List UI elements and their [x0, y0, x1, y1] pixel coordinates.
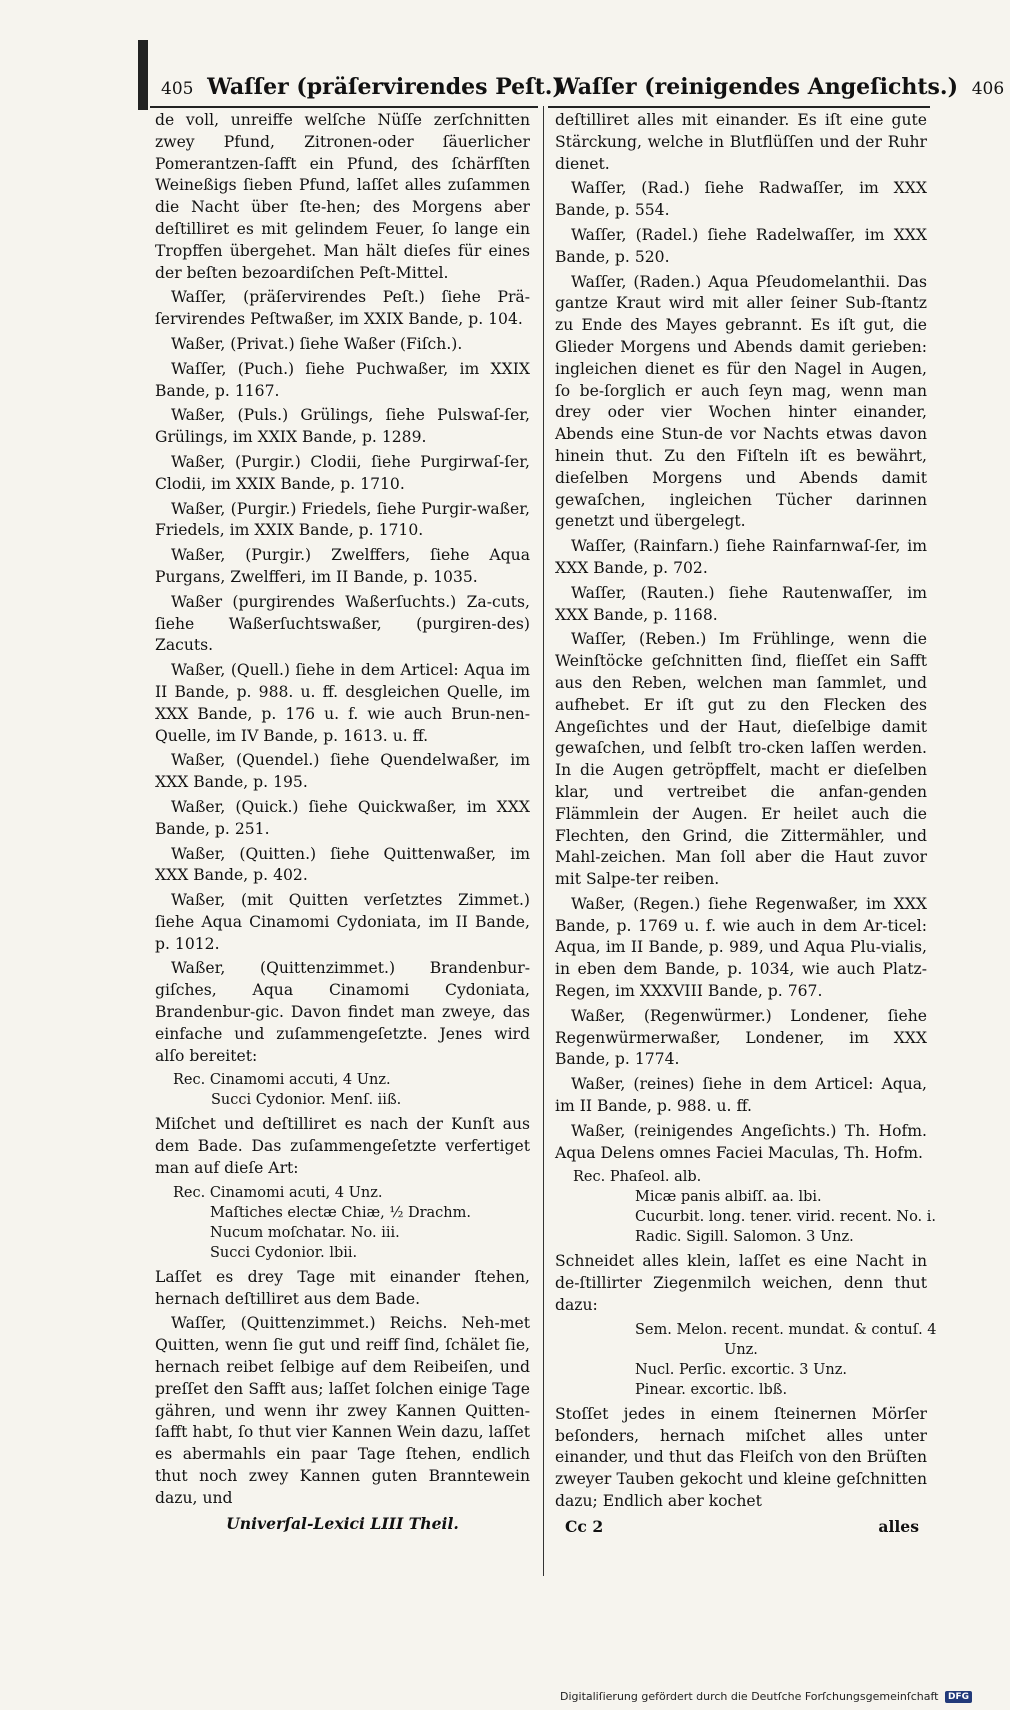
left-column-entries [155, 1114, 530, 1179]
recipe-line: Rec. Phaſeol. alb. [573, 1169, 702, 1186]
entry-paragraph: Waßer, (Privat.) ſiehe Waßer (Fiſch.). [171, 334, 463, 353]
right-column-entries [555, 1404, 927, 1513]
right-footer [555, 1516, 927, 1538]
right-running-header [555, 74, 1010, 100]
entry-paragraph: Stoſſet jedes in einem ſteinernen Mörſer beſonders, hernach miſchet alles unter einander, und thut das Fleiſch von den Brüſten zweyer Tauben gekocht und kleine geſchnitten dazu; Endlich aber kochet [555, 1404, 927, 1511]
entry-paragraph: Waßer, (Quitten.) ſiehe Quittenwaßer, im XXX Bande, p. 402. [155, 844, 530, 885]
entry-paragraph: Waßer, (reines) ſiehe in dem Articel: Aqua, im II Bande, p. 988. u. ff. [555, 1075, 927, 1116]
digitization-text: Digitaliſierung gefördert durch die Deutſche Forſchungsgemeinſchaft [560, 1690, 939, 1703]
recipe-line: Succi Cydonior. lbii. [210, 1244, 358, 1261]
entry-paragraph: Waßer, (Regen.) ſiehe Regenwaßer, im XXX Bande, p. 1769 u. f. wie auch in dem Ar-ticel: Aqua, im II Bande, p. 989, und Aqua Plu-vialis, in eben dem Bande, p. 1034, wie auch Platz-Regen, im XXXVIII Bande, p. 767. [555, 894, 927, 1001]
right-header-rule [548, 106, 930, 108]
entry-paragraph: Waßer, (Purgir.) Friedels, ſiehe Purgir-waßer, Friedels, im XXIX Bande, p. 1710. [155, 499, 530, 540]
right-column-entries [555, 1251, 927, 1316]
left-column-entries [155, 110, 530, 1067]
entry-paragraph: Waſſer, (Puch.) ſiehe Puchwaßer, im XXIX Bande, p. 1167. [155, 359, 530, 400]
recipe-line: Pinear. excortic. lbß. [635, 1381, 788, 1398]
entry-paragraph: Waſſer, (präſervirendes Peſt.) ſiehe Prä-ſervirendes Peſtwaßer, im XXIX Bande, p. 104. [155, 288, 530, 329]
left-footer: Univerſal-Lexici LIII Theil. [226, 1513, 459, 1533]
entry-paragraph: Waßer, (reinigendes Angeſichts.) Th. Hofm. Aqua Delens omnes Faciei Maculas, Th. Hofm. [555, 1121, 927, 1162]
entry-paragraph: Waßer, (Quittenzimmet.) Brandenbur-giſches, Aqua Cinamomi Cydoniata, Brandenbur-gic. Davon findet man zweye, das einfache und zuſammengeſetzte. Jenes wird alſo bereitet: [155, 959, 530, 1065]
left-page-number: 405 [161, 79, 194, 99]
entry-paragraph: Waßer, (Regenwürmer.) Londener, ſiehe Regenwürmerwaßer, Londener, im XXX Bande, p. 1774. [555, 1006, 927, 1069]
recipe-line: Rec. Cinamomi accuti, 4 Unz. [173, 1072, 391, 1089]
recipe-line: Nucl. Perſic. excortic. 3 Unz. [635, 1361, 847, 1378]
recipe-line: Maſtiches electæ Chiæ, ½ Drachm. [210, 1204, 471, 1221]
recipe-block [555, 1167, 937, 1247]
entry-paragraph: Miſchet und deſtilliret es nach der Kunſt aus dem Bade. Das zuſammengeſetzte verfertiget man auf dieſe Art: [155, 1115, 530, 1178]
entry-paragraph: Waßer (purgirendes Waßerſuchts.) Za-cuts, ſiehe Waßerſuchtswaßer, (purgiren-des) Zacuts. [155, 592, 530, 655]
recipe-line: Micæ panis albiſſ. aa. lbi. [635, 1189, 822, 1206]
entry-paragraph: Waßer, (Quendel.) ſiehe Quendelwaßer, im XXX Bande, p. 195. [155, 751, 530, 792]
recipe-block [155, 1070, 530, 1110]
entry-paragraph: Schneidet alles klein, laſſet es eine Nacht in de-ſtillirter Ziegenmilch weichen, denn thut dazu: [555, 1252, 927, 1315]
recipe-line: Radic. Sigill. Salomon. 3 Unz. [635, 1229, 854, 1246]
column-separator [543, 106, 544, 1576]
recipe-block [555, 1320, 937, 1400]
signature-mark: Cc 2 [565, 1516, 604, 1536]
entry-paragraph: Waßer, (Purgir.) Clodii, ſiehe Purgirwaſ-ſer, Clodii, im XXIX Bande, p. 1710. [155, 452, 530, 493]
right-column-entries [555, 110, 927, 1164]
entry-paragraph: Waßer, (Quick.) ſiehe Quickwaßer, im XXX Bande, p. 251. [155, 797, 530, 838]
entry-paragraph: Waſſer, (Quittenzimmet.) Reichs. Neh-met Quitten, wenn ſie gut und reiff ſind, ſchälet ſie, hernach reibet ſelbige auf dem Reibeiſen, und preſſet den Safft aus; laſſet ſolchen einige Tage gähren, und wenn ihr zwey Kannen Quitten-ſafft habt, ſo thut vier Kannen Wein dazu, laſſet es abermahls ein paar Tage ſtehen, endlich thut noch zwey Kannen guten Branntewein dazu, und [155, 1314, 530, 1507]
entry-paragraph: Waſſer, (Rauten.) ſiehe Rautenwaſſer, im XXX Bande, p. 1168. [555, 583, 927, 624]
entry-paragraph: Waſſer, (Raden.) Aqua Pſeudomelanthii. Das gantze Kraut wird mit aller ſeiner Sub-ſtantz zu Ende des Mayes gebrannt. Es iſt gut, die Glieder Morgens und Abends damit gerieben: ingleichen dienet es für den Nagel in Augen, ſo be-ſorglich er auch ſeyn mag, wenn man drey oder vier Wochen hinter einander, Abends eine Stun-de vor Nachts etwas davon hinein thut. Zu den Fiſteln iſt es bewährt, dieſelben Morgens und Abends damit gewaſchen, ingleichen Tücher darinnen genetzt und übergelegt. [555, 272, 927, 531]
entry-paragraph: Waßer, (mit Quitten verſetztes Zimmet.) ſiehe Aqua Cinamomi Cydoniata, im II Bande, p. 1012. [155, 891, 530, 953]
right-page-number: 406 [971, 79, 1005, 99]
entry-paragraph: Waßer, (Puls.) Grülings, ſiehe Pulswaſ-ſer, Grülings, im XXIX Bande, p. 1289. [155, 406, 530, 447]
left-column-entries [155, 1267, 530, 1510]
recipe-line: Rec. Cinamomi acuti, 4 Unz. [173, 1184, 383, 1201]
left-column [155, 110, 530, 1580]
recipe-line: Sem. Melon. recent. mundat. & contuſ. 4 [635, 1321, 937, 1338]
entry-paragraph: de voll, unreiffe welſche Nüſſe zerſchnitten zwey Pfund, Zitronen-oder ſäuerlicher Pomerantzen-ſafft ein Pfund, des ſchärfſten Weineßigs ſieben Pfund, laſſet alles zuſammen die Nacht über ſte-hen; des Morgens aber deſtilliret es mit gelindem Feuer, ſo lange ein Tropffen übergehet. Man hält dieſes für eines der beſten bezoardiſchen Peſt-Mittel. [155, 111, 530, 282]
entry-paragraph: Waſſer, (Radel.) ſiehe Radelwaſſer, im XXX Bande, p. 520. [555, 225, 927, 266]
recipe-line: Nucum moſchatar. No. iii. [210, 1224, 400, 1241]
left-header-rule [150, 106, 538, 108]
recipe-line: Unz. [724, 1341, 758, 1358]
binding-edge [138, 40, 148, 110]
entry-paragraph: Laſſet es drey Tage mit einander ſtehen, hernach deſtilliret aus dem Bade. [155, 1267, 530, 1308]
entry-paragraph: Waſſer, (Rainfarn.) ſiehe Rainfarnwaſ-ſer, im XXX Bande, p. 702. [555, 537, 927, 577]
left-header-title: Waſſer (präſervirendes Peſt.) [207, 74, 563, 100]
entry-paragraph: Waßer, (Purgir.) Zwelffers, ſiehe Aqua Purgans, Zwelfferi, im II Bande, p. 1035. [155, 546, 530, 586]
dfg-logo: DFG [945, 1691, 972, 1703]
catchword: alles [878, 1516, 919, 1536]
recipe-block [155, 1183, 530, 1263]
entry-paragraph: Waſſer, (Rad.) ſiehe Radwaſſer, im XXX Bande, p. 554. [555, 179, 927, 220]
entry-paragraph: Waſſer, (Reben.) Im Frühlinge, wenn die Weinſtöcke geſchnitten ſind, flieſſet ein Safft aus den Reben, welchen man ſammlet, und aufhebet. Er iſt gut zu den Flecken des Angeſichtes und der Haut, dieſelbige damit gewaſchen, und ſelbſt tro-cken laſſen werden. In die Augen getröpffelt, macht er dieſelben klar, und vertreibet die anfan-genden Flämmlein der Augen. Er heilet auch die Flechten, den Grind, die Zittermähler, und Mahl-zeichen. Man ſoll aber die Haut zuvor mit Salpe-ter reiben. [555, 630, 927, 889]
recipe-line: Succi Cydonior. Menſ. iiß. [211, 1092, 402, 1109]
right-header-title: Waſſer (reinigendes Angeſichts.) [555, 74, 959, 100]
entry-paragraph: Waßer, (Quell.) ſiehe in dem Articel: Aqua im II Bande, p. 988. u. ff. desgleichen Quelle, im XXX Bande, p. 176 u. f. wie auch Brun-nen-Quelle, im IV Bande, p. 1613. u. ff. [155, 661, 530, 745]
digitization-note [560, 1690, 972, 1703]
left-running-header [155, 74, 563, 100]
recipe-line: Cucurbit. long. tener. virid. recent. No. i. [635, 1209, 937, 1226]
right-column [555, 110, 937, 1580]
entry-paragraph: deſtilliret alles mit einander. Es iſt eine gute Stärckung, welche in Blutflüſſen und der Ruhr dienet. [555, 111, 927, 173]
